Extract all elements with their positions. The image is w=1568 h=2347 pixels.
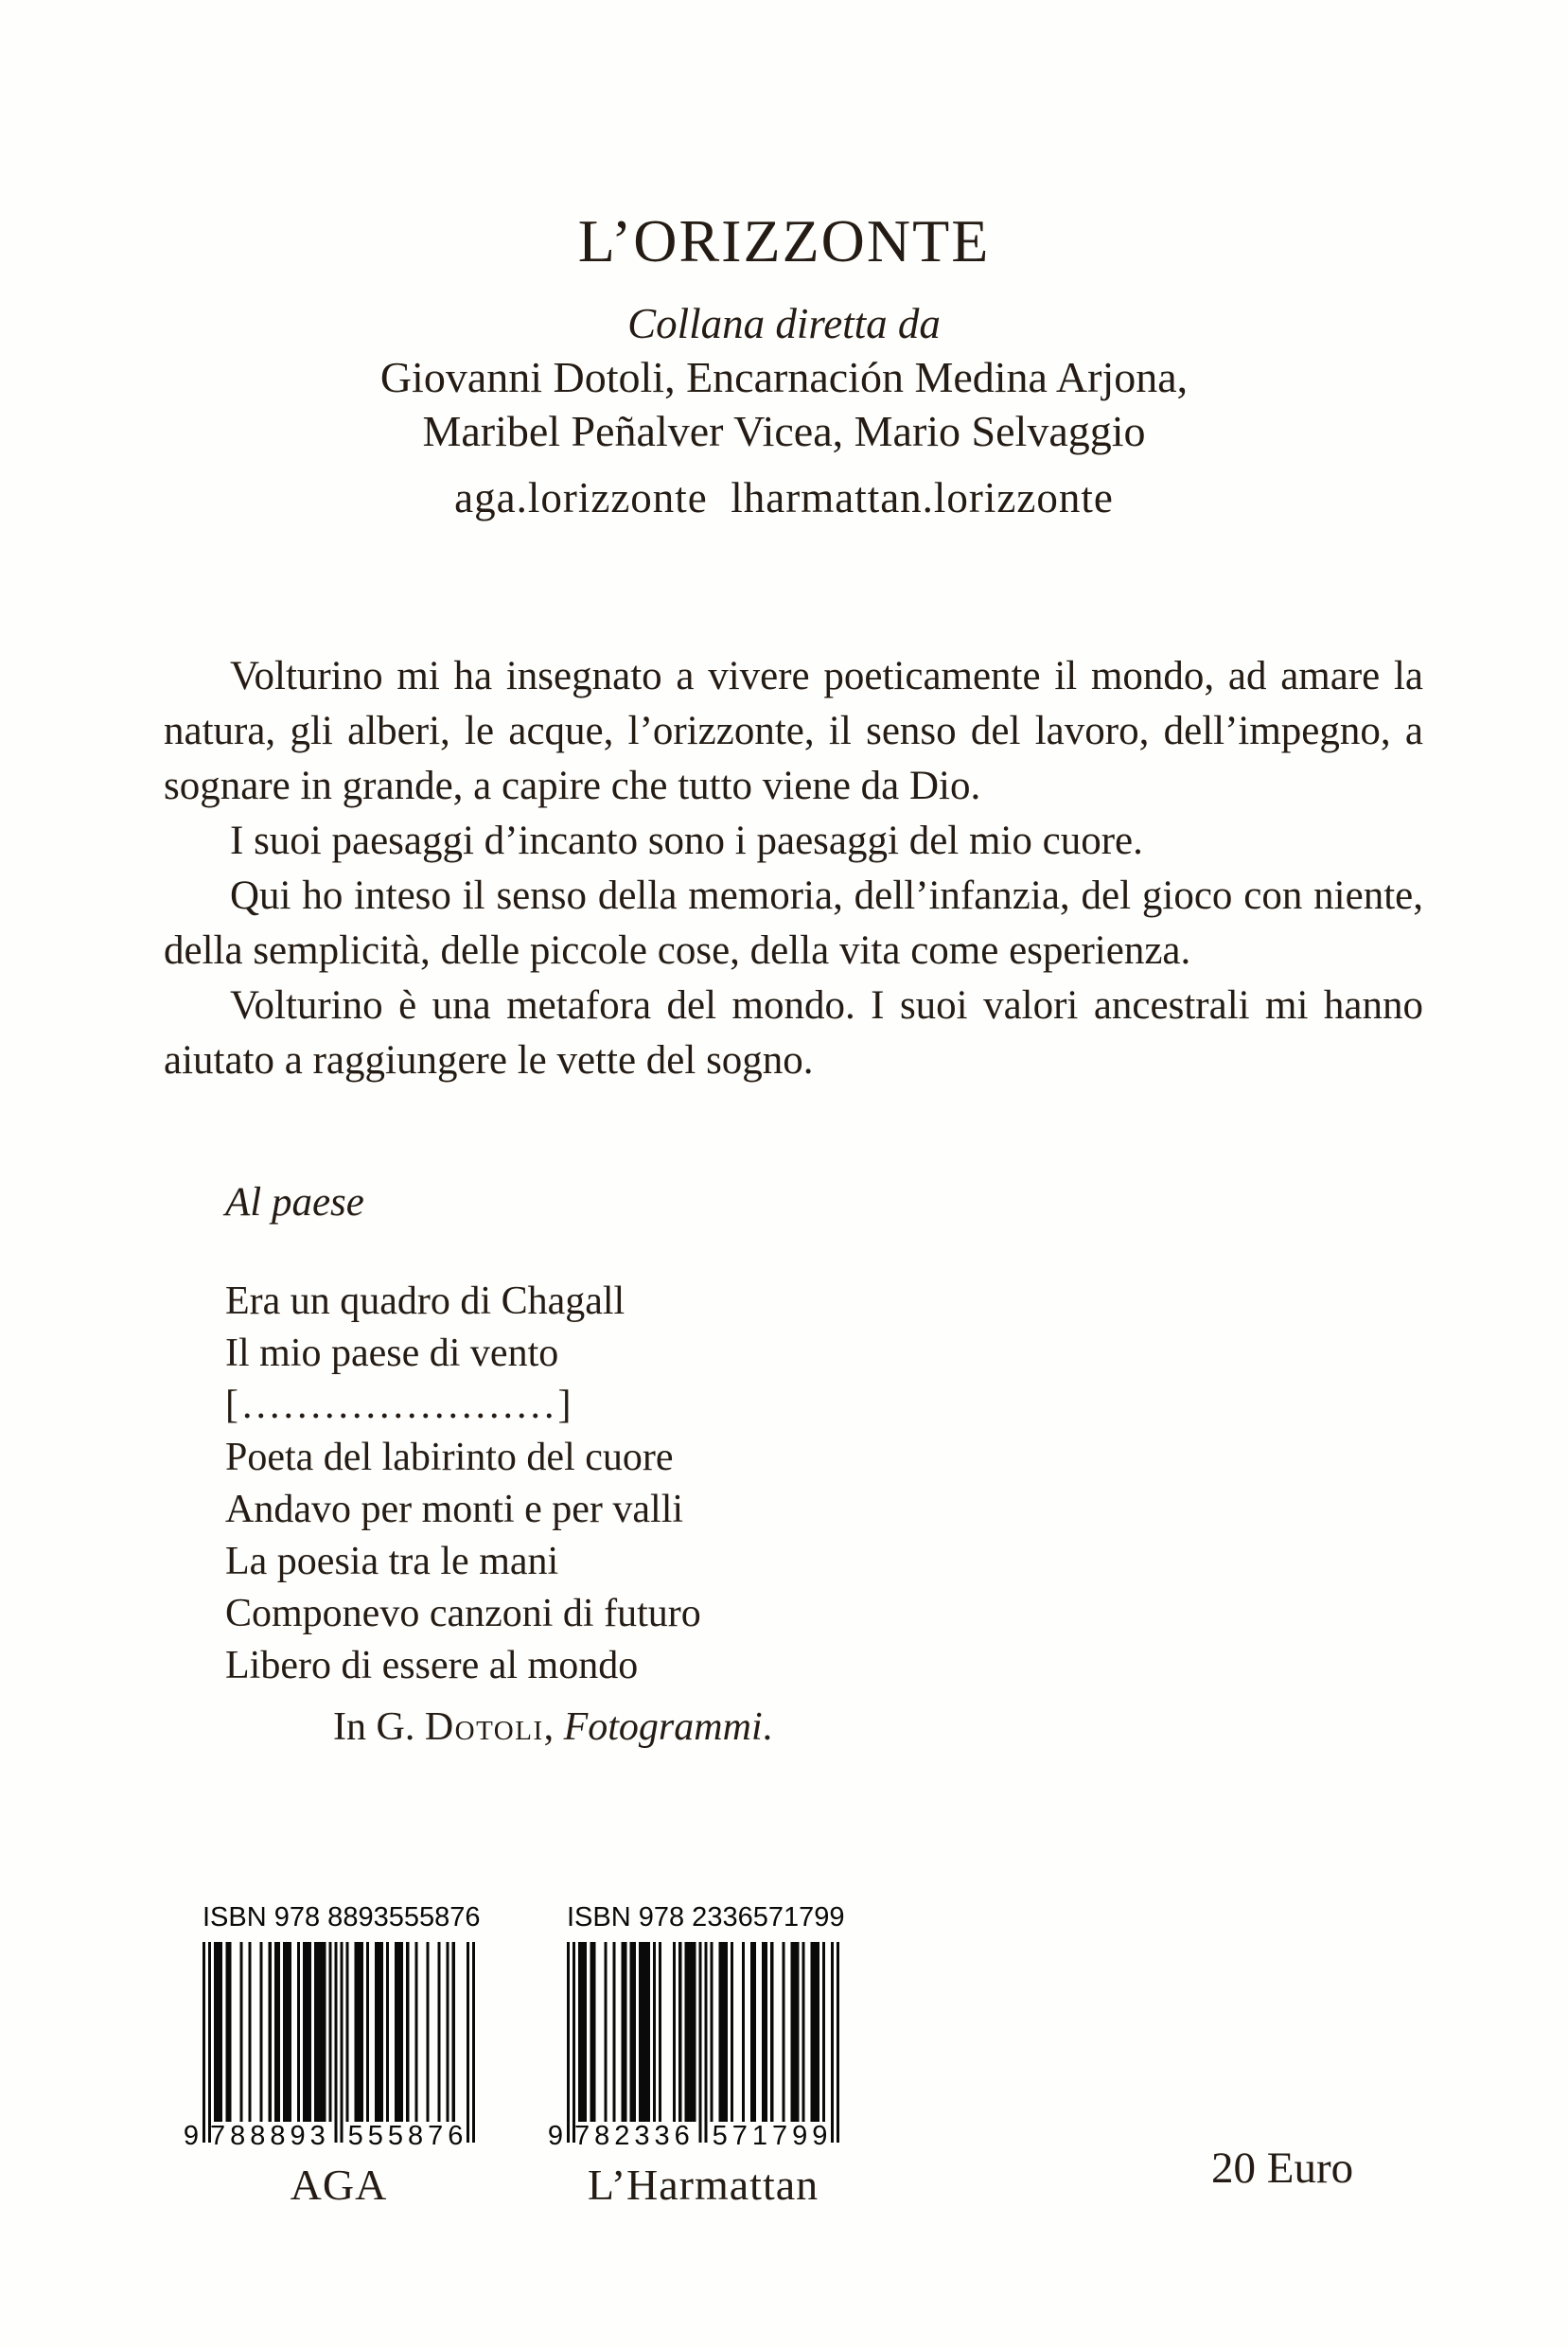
blurb-paragraph: Volturino è una metafora del mondo. I suoi valori ancestrali mi hanno aiutato a raggiungere le vette del sogno.: [164, 983, 1423, 1083]
editors-line-1: Giovanni Dotoli, Encarnación Medina Arjona,: [379, 353, 1189, 401]
editors-line-2: Maribel Peñalver Vicea, Mario Selvaggio: [422, 407, 1146, 455]
publisher-name: AGA: [290, 2161, 388, 2209]
attribution-prefix: In G.: [333, 1705, 425, 1749]
poem-line: Libero di essere al mondo: [225, 1644, 639, 1687]
barcode-lead-digit: 9: [183, 2121, 199, 2151]
publisher-name: L’Harmattan: [587, 2161, 819, 2209]
attribution-work-title: Fotogrammi: [563, 1705, 763, 1749]
barcode-digit-group: 788893: [210, 2121, 330, 2151]
poem-ellipsis-line: [.......................]: [225, 1384, 575, 1427]
barcode-aga: [183, 1902, 481, 2210]
blurb-paragraph: Qui ho inteso il senso della memoria, dell’infanzia, del gioco con niente, della semplicità, delle piccole cose, della vita come esperienza.: [164, 874, 1423, 973]
series-subtitle: Collana diretta da: [627, 300, 941, 347]
series-title: L’ORIZZONTE: [577, 207, 991, 274]
poem-line: Poeta del labirinto del cuore: [225, 1436, 674, 1479]
price-label: 20 Euro: [1211, 2144, 1354, 2193]
poem-line: Componevo canzoni di futuro: [225, 1592, 701, 1635]
barcode-lead-digit: 9: [547, 2121, 563, 2151]
poem-line: Il mio paese di vento: [225, 1332, 559, 1375]
isbn-label: ISBN 978 8893555876: [203, 1902, 481, 1932]
blurb-paragraph: Volturino mi ha insegnato a vivere poeticamente il mondo, ad amare la natura, gli alberi, le acque, l’orizzonte, il senso del lavoro, dell’impegno, a sognare in grande, a capire che tutto viene da Dio.: [164, 654, 1423, 808]
barcode-digit-group: 571799: [712, 2121, 833, 2151]
barcode-lharmattan: [547, 1902, 845, 2210]
poem-line: Andavo per monti e per valli: [225, 1488, 684, 1531]
attribution-period: .: [762, 1705, 773, 1749]
blurb: [164, 649, 1423, 1088]
isbn-label: ISBN 978 2336571799: [567, 1902, 845, 1932]
barcode-bars-area: [183, 1942, 475, 2151]
barcode-digit-group: 555876: [347, 2121, 468, 2151]
poem-line: La poesia tra le mani: [225, 1540, 559, 1583]
barcode-bars: [567, 1942, 839, 2143]
barcode-bars: [203, 1942, 475, 2143]
barcode-digit-group: 782336: [574, 2121, 695, 2151]
attribution-separator: ,: [543, 1705, 564, 1749]
barcode-digits: [183, 2121, 475, 2151]
barcode-bars-area: [547, 1942, 839, 2151]
attribution-author: Dotoli: [424, 1705, 544, 1749]
poem-line: Era un quadro di Chagall: [225, 1279, 625, 1323]
barcode-digits: [547, 2121, 839, 2151]
poem-title: Al paese: [225, 1180, 364, 1225]
blurb-paragraph: I suoi paesaggi d’incanto sono i paesaggi del mio cuore.: [230, 819, 1143, 863]
poem-attribution: [225, 1702, 772, 1754]
poem: [225, 1276, 772, 1754]
series-websites: aga.lorizzonte lharmattan.lorizzonte: [454, 474, 1114, 521]
